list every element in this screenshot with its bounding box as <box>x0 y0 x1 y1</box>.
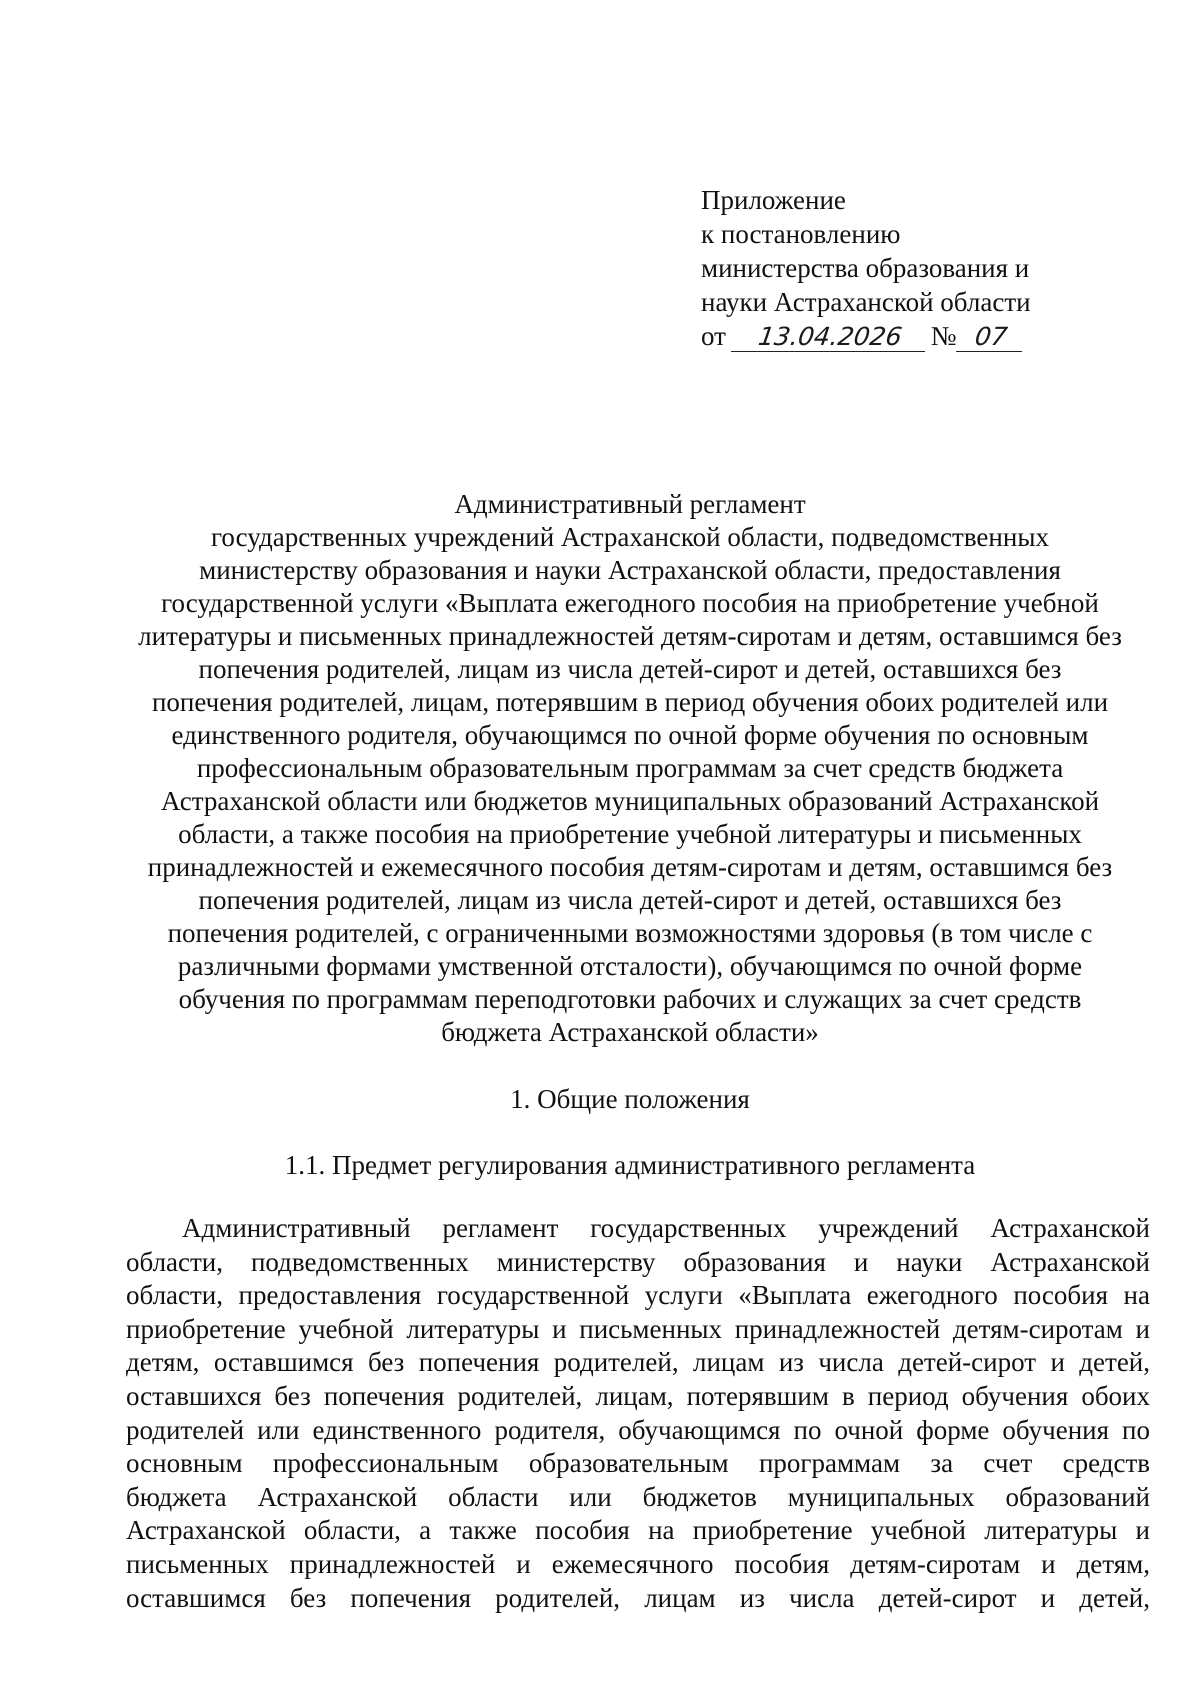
appendix-line: к постановлению <box>701 219 901 249</box>
title-line: Астраханской области или бюджетов муниципальных образований Астраханской <box>160 786 1100 816</box>
appendix-date-line <box>701 319 1141 353</box>
title-line: бюджета Астраханской области» <box>441 1017 819 1047</box>
body-paragraph <box>126 1212 1150 1615</box>
title-line: различными формами умственной отсталости), обучающимся по очной форме <box>177 951 1083 981</box>
title-line: министерству образования и науки Астраханской области, предоставления <box>199 555 1061 585</box>
title-line: попечения родителей, лицам из числа детей-сирот и детей, оставшихся без <box>198 654 1062 684</box>
document-title <box>110 488 1150 1049</box>
body-line: приобретение учебной литературы и письменных принадлежностей детям-сиротам и <box>126 1313 1150 1344</box>
title-line: области, а также пособия на приобретение учебной литературы и письменных <box>178 819 1082 849</box>
body-line: оставшимся без попечения родителей, лицам из числа детей-сирот и детей, <box>126 1582 1150 1613</box>
appendix-line: министерства образования и <box>701 253 1030 283</box>
title-line: профессиональным образовательным программам за счет средств бюджета <box>196 753 1064 783</box>
section-heading: 1. Общие положения <box>510 1084 750 1114</box>
body-line: Астраханской области, а также пособия на приобретение учебной литературы и <box>126 1515 1150 1546</box>
title-line: государственных учреждений Астраханской области, подведомственных <box>211 522 1049 552</box>
date-prefix: от <box>701 321 726 351</box>
handwritten-number: 07 <box>956 323 1026 352</box>
title-line: попечения родителей, лицам из числа детей-сирот и детей, оставшихся без <box>198 885 1062 915</box>
body-line: основным профессиональным образовательным программам за счет средств <box>126 1448 1150 1479</box>
title-line: попечения родителей, с ограниченными возможностями здоровья (в том числе с <box>167 918 1093 948</box>
appendix-header <box>701 183 1141 353</box>
body-line: области, предоставления государственной услуги «Выплата ежегодного пособия на <box>126 1280 1150 1311</box>
title-line: литературы и письменных принадлежностей детям-сиротам и детям, оставшимся без <box>138 621 1122 651</box>
number-sign: № <box>930 321 957 351</box>
appendix-line: науки Астраханской области <box>701 287 1031 317</box>
body-line: бюджета Астраханской области или бюджетов муниципальных образований <box>126 1481 1150 1512</box>
title-line: государственной услуги «Выплата ежегодного пособия на приобретение учебной <box>161 588 1099 618</box>
title-line: единственного родителя, обучающимся по очной форме обучения по основным <box>171 720 1089 750</box>
handwritten-date: 13.04.2026 <box>731 323 929 352</box>
body-line: детям, оставшимся без попечения родителей, лицам из числа детей-сирот и детей, <box>126 1347 1150 1378</box>
body-line: области, подведомственных министерству образования и науки Астраханской <box>126 1246 1150 1277</box>
appendix-line: Приложение <box>701 185 846 215</box>
title-line: принадлежностей и ежемесячного пособия детям-сиротам и детям, оставшимся без <box>147 852 1113 882</box>
title-line: Административный регламент <box>454 489 806 519</box>
title-line: обучения по программам переподготовки рабочих и служащих за счет средств <box>178 984 1082 1014</box>
body-line: оставшихся без попечения родителей, лицам, потерявшим в период обучения обоих <box>126 1380 1150 1411</box>
subsection-heading: 1.1. Предмет регулирования административного регламента <box>284 1150 976 1180</box>
body-line: Административный регламент государственных учреждений Астраханской <box>182 1213 1150 1243</box>
title-line: попечения родителей, лицам, потерявшим в период обучения обоих родителей или <box>151 687 1109 717</box>
body-line: письменных принадлежностей и ежемесячного пособия детям-сиротам и детям, <box>126 1548 1150 1579</box>
body-line: родителей или единственного родителя, обучающимся по очной форме обучения по <box>126 1414 1150 1445</box>
